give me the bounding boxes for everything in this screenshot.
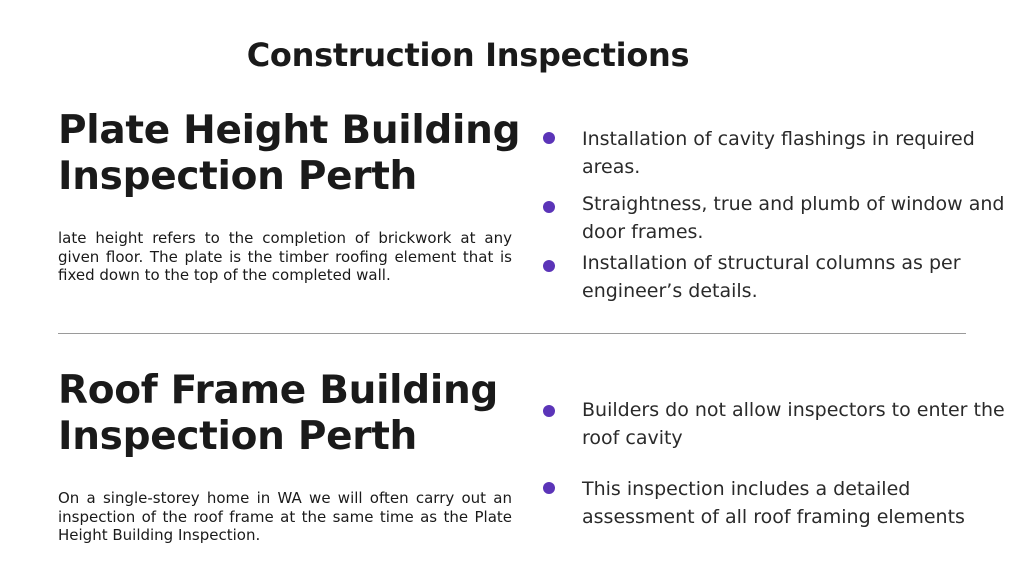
bullet-item — [540, 249, 1010, 305]
bullet-dot-icon — [543, 482, 555, 494]
bullet-list — [540, 125, 1010, 305]
bullet-item — [540, 396, 1010, 452]
section-divider — [58, 333, 966, 334]
bullet-text: Straightness, true and plumb of window and door frames. — [582, 193, 1005, 243]
bullet-dot-icon — [543, 405, 555, 417]
bullet-text: This inspection includes a detailed assessment of all roof framing elements — [582, 478, 965, 528]
section-heading: Plate Height Building Inspection Perth — [58, 108, 521, 199]
bullet-item — [540, 190, 1010, 246]
section-heading: Roof Frame Building Inspection Perth — [58, 368, 499, 459]
bullet-item — [540, 475, 1010, 531]
bullet-item — [540, 125, 1010, 181]
bullet-list — [540, 396, 1010, 531]
bullet-dot-icon — [543, 260, 555, 272]
section-description: On a single-storey home in WA we will often carry out an inspection of the roof frame at the same time as the Plate Height Building Inspection. — [58, 489, 512, 545]
bullet-dot-icon — [543, 132, 555, 144]
page-title: Construction Inspections — [246, 36, 690, 74]
section-description: late height refers to the completion of brickwork at any given floor. The plate is the timber roofing element that is fixed down to the top of the completed wall. — [58, 229, 512, 285]
bullet-dot-icon — [543, 201, 555, 213]
bullet-text: Installation of structural columns as per engineer’s details. — [582, 252, 961, 302]
bullet-text: Installation of cavity flashings in required areas. — [582, 128, 975, 178]
bullet-text: Builders do not allow inspectors to enter the roof cavity — [582, 399, 1005, 449]
